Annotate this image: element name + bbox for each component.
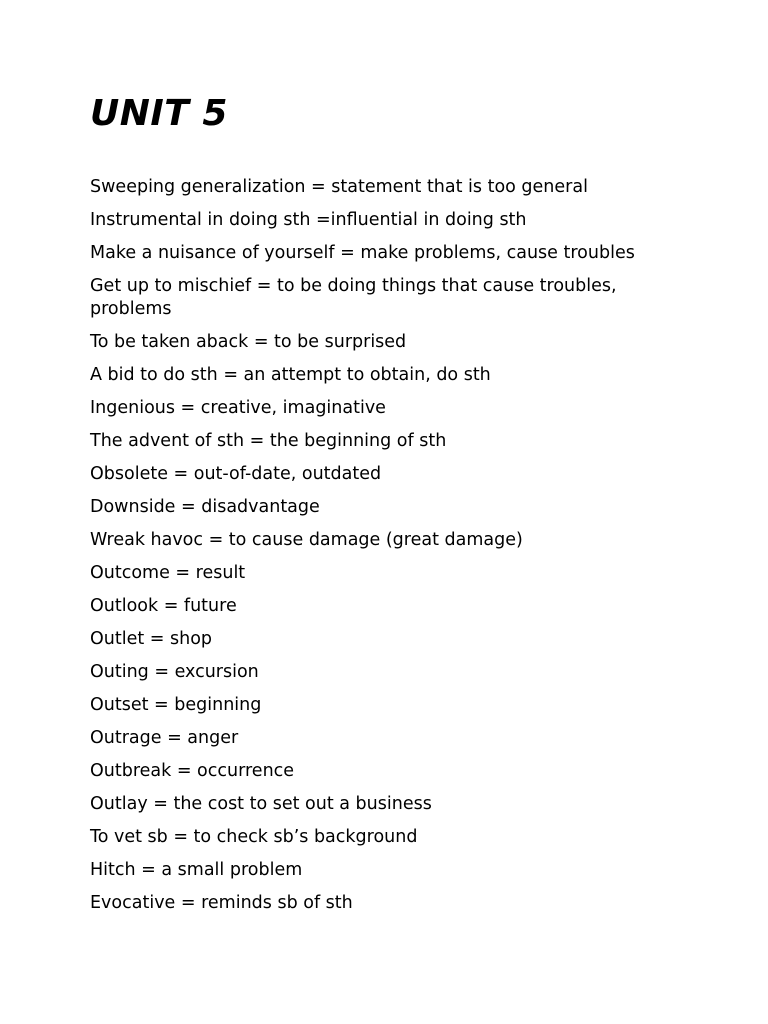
vocabulary-entry: Outlet = shop (90, 629, 213, 649)
vocabulary-entry: Make a nuisance of yourself = make problems, cause troubles (90, 243, 635, 263)
vocabulary-entry: Outcome = result (90, 563, 246, 583)
vocabulary-entry: To be taken aback = to be surprised (90, 332, 407, 352)
vocabulary-entry: Outset = beginning (90, 695, 262, 715)
vocabulary-entry: Outing = excursion (90, 662, 259, 682)
vocabulary-entry: To vet sb = to check sb’s background (90, 827, 418, 847)
vocabulary-entry: Hitch = a small problem (90, 860, 303, 880)
page-title: UNIT 5 (90, 93, 228, 134)
vocabulary-entry: Outlay = the cost to set out a business (90, 794, 432, 814)
vocabulary-entry: Outlook = future (90, 596, 237, 616)
vocabulary-entry: Obsolete = out-of-date, outdated (90, 464, 382, 484)
vocabulary-entry: Sweeping generalization = statement that is too general (90, 177, 588, 197)
vocabulary-entry: A bid to do sth = an attempt to obtain, do sth (90, 365, 491, 385)
vocabulary-entry: Evocative = reminds sb of sth (90, 893, 353, 913)
vocabulary-entry: Downside = disadvantage (90, 497, 320, 517)
vocabulary-entry: Ingenious = creative, imaginative (90, 398, 386, 418)
vocabulary-entry: Outrage = anger (90, 728, 239, 748)
vocabulary-entry: The advent of sth = the beginning of sth (90, 431, 447, 451)
vocabulary-list (90, 176, 690, 925)
vocabulary-entry: Get up to mischief = to be doing things that cause troubles, problems (90, 276, 617, 319)
vocabulary-entry: Outbreak = occurrence (90, 761, 295, 781)
vocabulary-entry: Instrumental in doing sth =influential in doing sth (90, 210, 527, 230)
vocabulary-entry: Wreak havoc = to cause damage (great damage) (90, 530, 523, 550)
